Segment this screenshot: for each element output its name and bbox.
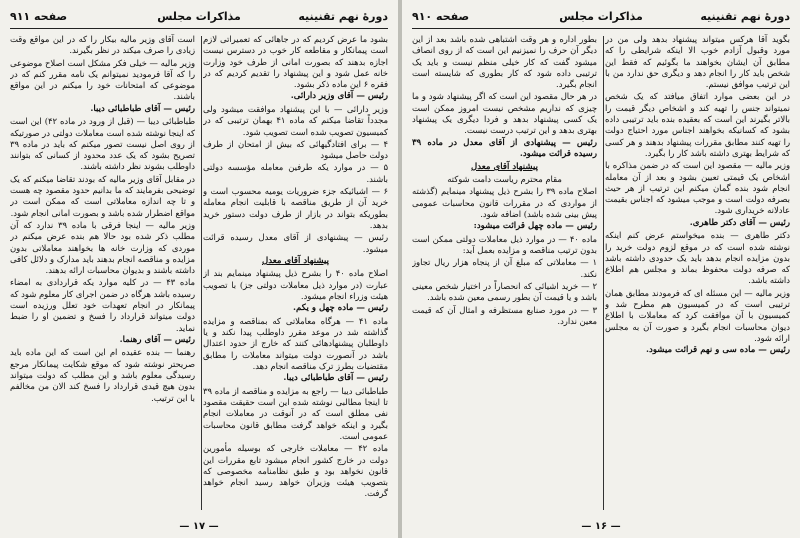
clause-item: ۶ — اشیائیکه جزء ضروریات یومیه محسوب است و خرید آن از طریق مناقصه با قابلیت انجام معامله بطوریکه بتواند در بازار از طرف دولت دستور خرید بدهد. [203,186,388,230]
speaker-line: رئیس — آقای دکتر طاهری. [689,217,790,228]
right-header-rule [412,28,790,29]
speaker-line: رئیس — آقای طباطبائی دیبا. [90,103,195,114]
paragraph: وزیر مالیه — خیلی فکر مشکل است اصلاح موضوعی را که آقا فرمودید نمیتوانم یک نامه مقرر کنم که در موضوعی که امتحانات خود را میکنم در این مواقع باشند. [10,57,195,102]
right-title: مذاکرات مجلس [559,10,643,23]
salutation: مقام محترم ریاست دامت شوکته [447,174,562,185]
paragraph: وزیر مالیه — مقصود این است که در ضمن مذاکره با اشخاص یک قیمتی تعیین بشود و بعد از آن معامله انجام شود بنده گمان میکنم این ترتیب از هر حیث بصرفه دولت است و موجب میشود که اجناس بقیمت عادلانه خریداری شود. [605,160,790,216]
right-page-header [412,6,790,28]
right-folio: — ۱۶ — [581,521,621,532]
left-page-header [10,6,388,28]
right-column-divider [603,36,604,510]
proposal-heading: پیشنهاد آقای معدل [471,161,538,172]
paragraph: طباطبائی دیبا — راجع به مزایده و مناقصه از ماده ۳۹ تا اینجا مطالبی نوشته شده این است حقیقت مقصود نفی مطلق است که در آنوقت در معاملات انجام بگیرد و اینکه خواهد گرفت مطابق قانون محاسبات عمومی است. [203,385,388,441]
clause-item: ۵ — در موارد یکه طرفین معامله مؤسسه دولتی باشند. [203,162,388,184]
left-column-right [203,34,388,512]
right-page [402,0,800,538]
article-text: ماده ۴۲ — معاملات خارجی که بوسیله مأمورین دولت در خارج کشور انجام میشود تابع مقررات این قانون نخواهد بود و طبق نظامنامه مخصوصی که بتصویب هیئت وزیران خواهد رسید انجام خواهد گرفت. [203,443,388,499]
paragraph: وزیر مالیه — این مسئله ای که فرمودند مطابق همان ترتیبی است که در کمیسیون هم مطرح شد و کمیسیون با آن موافقت کرد که معاملات با اطلاع دیوان محاسبات انجام بگیرد و صورت آن به مجلس ارائه شود. [605,287,790,343]
article-text: ماده ۴۰ — در موارد ذیل معاملات دولتی ممکن است بدون ترتیب مناقصه و مزایده بعمل آید: [412,233,597,256]
paragraph: در این بعضی موارد اتفاق میافتد که یک شخص نمیتواند جنس را تهیه کند و اشخاص دیگر قیمت را بالاتر بگیرند این است که بعقیده بنده باید ترتیبی داده بشود که کسانیکه بخواهند اجناس مورد احتیاج دولت را تهیه کنند مطابق مقررات پیشنهاد بدهند و هر کسی که شرایط بهتری داشته باشد کار را بگیرد. [605,91,790,158]
paragraph: بطور اداره و هر وقت اشتباهی شده باشد بعد از این دیگر آن حرف را نمیزنیم این است که از روی انصاف میشود گفت که کار خیلی منظم نیست و باید یک ترتیبی داده شود که کار بطوری که شایسته است انجام بگیرد. [412,34,597,90]
paragraph: است آقای وزیر مالیه بیکار را که در این مواقع وقت زیادی را صرف میکند در نظر بگیرند. [10,34,195,56]
speaker-line: رئیس — ماده سی و نهم قرائت میشود. [646,345,790,356]
paragraph: بشود ما عرض کردیم که در جاهائی که تعمیراتی لازم است پیمانکار و مقاطعه کار خوب در دسترس نیست اجازه بدهند که بصورت امانی از طرف خود وزارت خانه عمل شود و این پیشنهاد را تقدیم کردیم که در فقره ۶ این ماده ذکر بشود. [203,34,388,90]
article-text: ماده ۴۱ — هرگاه معاملاتی که بمناقصه و مزایده گذاشته شد در موعد مقرر داوطلب پیدا نکند و یا داوطلبان پیشنهادهائی کنند که خارج از حدود اعتدال باشد در آنصورت دولت میتواند معاملات را مطابق مقتضیات بطرز ترک مناقصه انجام دهد. [203,315,388,371]
speaker-line: رئیس — آقای طباطبائی دیبا. [283,373,388,384]
left-folio: — ۱۷ — [179,521,219,532]
clause-item: ۱ — معاملاتی که مبلغ آن از پنجاه هزار ریال تجاوز نکند. [412,257,597,279]
speaker-line: رئیس — ماده چهل قرائت میشود: [473,221,597,232]
paragraph: وزیر مالیه — اینجا فرقی با ماده ۳۹ ندارد که آن مطلب ذکر شده بود حالا هم بنده عرض میکنم در موردی که وزارت خانه ها بخواهند معاملاتی بدون مزایده و مناقصه انجام بدهند باید مدارک و دلائل کافی داشته باشند و بدیوان محاسبات ارائه بدهند. [10,219,195,276]
clause-item: ۴ — برای افتادگیهائی که بیش از امتحان از طرف دولت حاصل میشود [203,138,388,161]
paragraph: طباطبائی دیبا — (قبل از ورود در ماده ۴۲) این است که اینجا نوشته شده است معاملات دولتی در صورتیکه از روی اصل نیست تصور میکنم که باید در ماده ۳۹ تصریح بشود که یک عدد محدود از کسانی که بتوانند داوطلب بشوند نظر داشته باشند. [10,116,195,172]
paragraph: در مقابل آقای وزیر مالیه که بودند تقاضا میکنم که یک توضیحی بفرمایند که ما بدانیم حدود مقصود چه هست و تا چه اندازه معاملاتی است که ممکن است در مواقع اضطرار شده باشد و بصورت امانی انجام شود. [10,173,195,218]
speaker-line: رئیس — پیشنهادی از آقای معدل در ماده ۳۹ رسیده قرائت میشود. [412,137,597,160]
paragraph: دکتر طاهری — بنده میخواستم عرض کنم اینکه نوشته شده است که در موقع لزوم دولت خرید را بدون مزایده انجام بدهد باید یک حدودی داشته باشد که صرفه دولت محفوظ بماند و مجلس هم اطلاع داشته باشد. [605,230,790,286]
paragraph: اصلاح ماده ۴۰ را بشرح ذیل پیشنهاد مینمایم بند از عبارت (در موارد ذیل معاملات دولتی جز) با تصویب هیئت وزراء انجام میشود. [203,268,388,301]
left-header-rule [10,28,388,29]
right-page-number: صفحه ۹۱۰ [412,10,470,23]
left-column-divider [201,36,202,510]
right-columns [412,34,790,512]
paragraph: در هر حال مقصود این است که اگر پیشنهاد شود و ما چیزی که نداریم مشخص نیست امروز ممکن است یک کسی پیشنهاد بدهد و فردا دیگری یک پیشنهاد بهتری بدهد و این ترتیب درست نیست. [412,91,597,136]
left-columns [10,34,388,512]
speaker-line: رئیس — پیشنهادی از آقای معدل رسیده قرائت میشود. [203,232,388,254]
right-journal-label: دورهٔ نهم تقنینیه [700,10,790,23]
article-text: ماده ۴۳ — در کلیه موارد یکه قراردادی به امضاء رسیده باشد هرگاه در ضمن اجرای کار معلوم شود که پیمانکار در انجام تعهدات خود تعلل ورزیده است دولت میتواند قرارداد را فسخ و تضمین او را ضبط نماید. [10,277,195,333]
paragraph: اصلاح ماده ۳۹ را بشرح ذیل پیشنهاد مینمایم (گذشته از مواردی که در مقررات قانون محاسبات عمومی پیش بینی شده باشد) اضافه شود. [412,186,597,220]
paragraph: وزیر دارائی — با این پیشنهاد موافقت میشود ولی مجدداً تقاضا میکنم که ماده ۴۱ بهمان ترتیبی که در کمیسیون تصویب شده است تصویب شود. [203,103,388,137]
left-page [0,0,398,538]
left-page-number: صفحه ۹۱۱ [10,10,68,23]
clause-item: ۳ — در مورد صنایع مستظرفه و امثال آن که قیمت معین ندارد. [412,304,597,326]
right-column-right [605,34,790,512]
speaker-line: رئیس — آقای وزیر دارائی. [290,91,388,102]
left-column-left [10,34,195,512]
speaker-line: رئیس — ماده چهل و یکم. [293,303,388,314]
left-journal-label: دورهٔ نهم تقنینیه [298,10,388,23]
right-column-left [412,34,597,512]
proposal-heading: پیشنهاد آقای معدل [262,255,329,266]
paragraph: بگوید آقا هرکس میتواند پیشنهاد بدهد ولی من در مورد وقبول آزادم خوب الا اینکه شرایطی را که مطابق آن ایشان بخواهند ما بگوئیم که فقط این شخص باید کار را انجام دهد و دیگری حق ندارد من با این ترتیب موافق نیستم. [605,34,790,90]
paragraph: رهنما — بنده عقیده ام این است که این ماده باید صریحتر نوشته شود که موقع شکایت پیمانکار مرجع رسیدگی معلوم باشد و این مطلب که دولت میتواند بدون هیچ قیدی قرارداد را فسخ کند الان من مخالفم با این ترتیب. [10,347,195,403]
left-title: مذاکرات مجلس [157,10,241,23]
speaker-line: رئیس — آقای رهنما. [119,334,195,345]
clause-item: ۲ — خرید اشیائی که انحصاراً در اختیار شخص معینی باشد و یا قیمت آن بطور رسمی معین شده باشد. [412,281,597,303]
